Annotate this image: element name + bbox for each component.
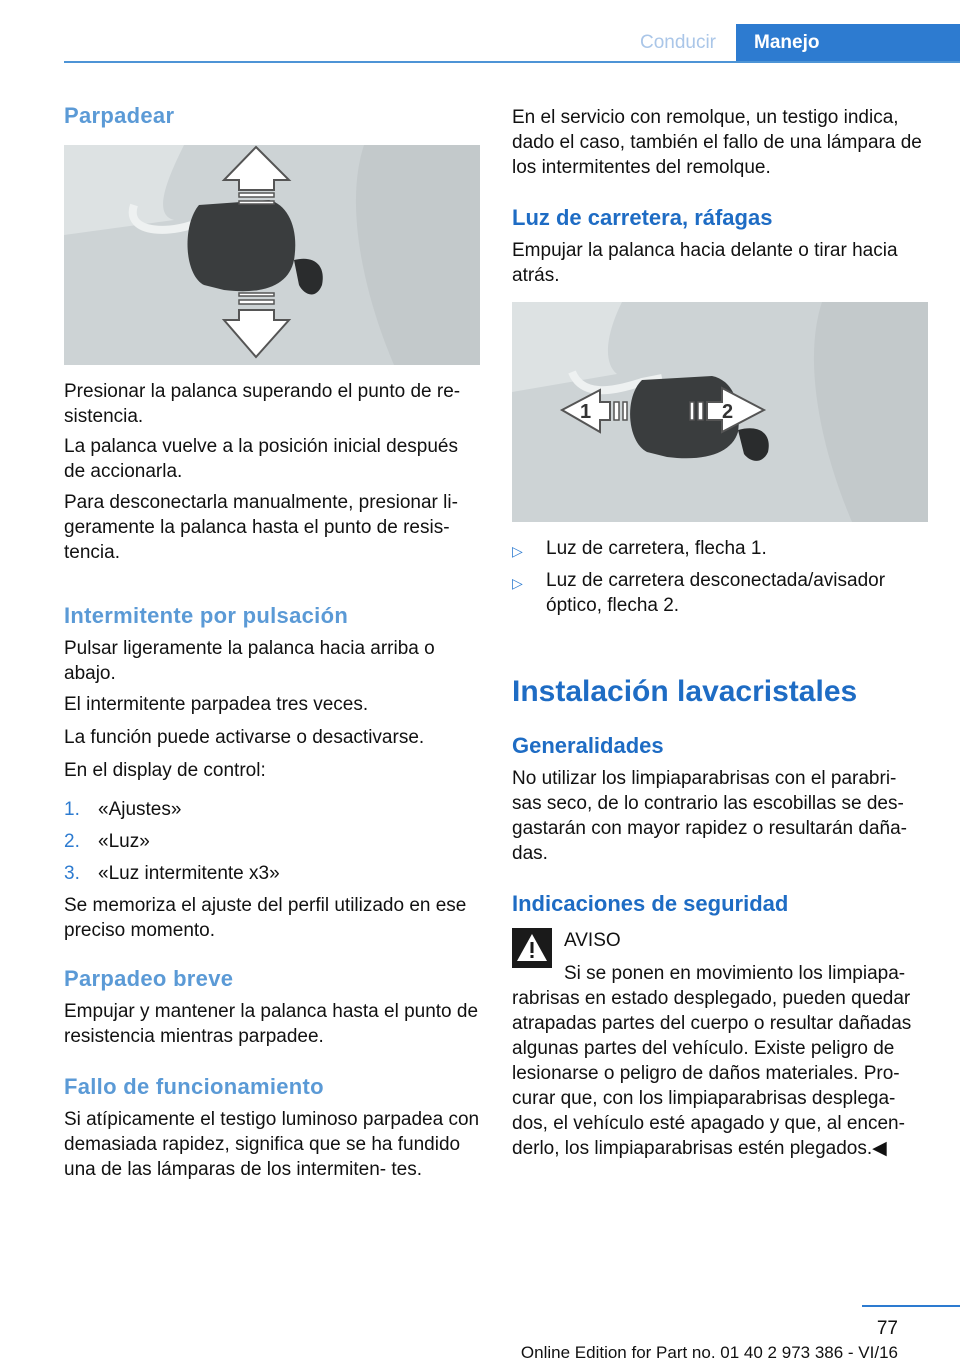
carretera-paragraph: Empujar la palanca hacia delante o tirar hacia atrás. bbox=[512, 240, 898, 286]
fallo-heading: Fallo de funcionamiento bbox=[64, 1074, 324, 1099]
bullet-text: Luz de carretera desconectada/avisador óptico, flecha 2. bbox=[546, 570, 886, 616]
warning-title: AVISO bbox=[564, 930, 621, 951]
lavacristales-heading: Instalación lavacristales bbox=[512, 675, 858, 708]
list-item bbox=[512, 536, 928, 568]
footer-rule bbox=[862, 1305, 960, 1307]
arrow-label-1: 1 bbox=[580, 401, 592, 423]
step-text: «Luz» bbox=[98, 831, 150, 852]
pulsacion-heading: Intermitente por pulsación bbox=[64, 603, 349, 628]
settings-steps-list bbox=[64, 797, 480, 893]
pulsacion-paragraph-5: Se memoriza el ajuste del perfil utilizado en ese preciso momento. bbox=[64, 895, 467, 941]
tab-conducir[interactable]: Conducir bbox=[639, 32, 717, 53]
page-number: 77 bbox=[876, 1318, 898, 1339]
lever-forward-back-illustration bbox=[512, 302, 928, 522]
list-item bbox=[512, 568, 928, 618]
list-item bbox=[64, 829, 480, 861]
tab-manejo[interactable]: Manejo bbox=[736, 24, 960, 61]
bullet-text: Luz de carretera, flecha 1. bbox=[546, 538, 767, 559]
list-item bbox=[64, 861, 480, 893]
breve-heading: Parpadeo breve bbox=[64, 966, 234, 991]
parpadear-heading: Parpadear bbox=[64, 103, 175, 128]
carretera-bullet-list bbox=[512, 536, 928, 618]
pulsacion-paragraph-2: El intermitente parpadea tres veces. bbox=[64, 694, 369, 715]
generalidades-paragraph: No utilizar los limpiaparabrisas con el parabri‐ sas seco, de lo contrario las escobillas se des‐ gastarán con mayor rapidez o resultarán daña‐ das. bbox=[512, 768, 908, 864]
step-number: 3. bbox=[64, 863, 80, 884]
bullet-triangle-icon: ▷ bbox=[512, 575, 523, 591]
step-number: 1. bbox=[64, 799, 80, 820]
generalidades-heading: Generalidades bbox=[512, 733, 664, 758]
footer-edition: Online Edition for Part no. 01 40 2 973 386 - VI/16 bbox=[520, 1343, 898, 1362]
warning-text: rabrisas en estado desplegado, pueden quedar atrapadas partes del cuerpo o resultar dañadas algunas partes del vehículo. Existe peligro de lesionarse o peligro de daños materiales. Pro‐ curar que, con los limpiaparabrisas desplega‐ dos, el vehículo esté apagado y que, al encen‐ derlo, los limpiaparabrisas estén plegados.◀ bbox=[512, 988, 912, 1159]
header-rule bbox=[64, 61, 960, 63]
fallo-paragraph: Si atípicamente el testigo luminoso parpadea con demasiada rapidez, significa que se ha fundido una de las lámparas de los intermiten‐ tes. bbox=[64, 1109, 480, 1180]
pulsacion-paragraph-4: En el display de control: bbox=[64, 760, 266, 781]
step-text: «Luz intermitente x3» bbox=[98, 863, 280, 884]
warning-triangle-icon bbox=[512, 928, 552, 968]
breve-paragraph: Empujar y mantener la palanca hasta el punto de resistencia mientras parpadee. bbox=[64, 1001, 479, 1047]
list-item bbox=[64, 797, 480, 829]
pulsacion-paragraph-3: La función puede activarse o desactivarse. bbox=[64, 727, 425, 748]
bullet-triangle-icon: ▷ bbox=[512, 543, 523, 559]
step-text: «Ajustes» bbox=[98, 799, 182, 820]
lever-forward-back-figure bbox=[512, 302, 928, 522]
arrow-label-2: 2 bbox=[722, 401, 734, 423]
remolque-paragraph: En el servicio con remolque, un testigo indica, dado el caso, también el fallo de una lámpara de los intermitentes del remolque. bbox=[512, 107, 922, 178]
parpadear-paragraph-2: La palanca vuelve a la posición inicial después de accionarla. bbox=[64, 436, 458, 482]
carretera-heading: Luz de carretera, ráfagas bbox=[512, 205, 773, 230]
parpadear-paragraph-3: Para desconectarla manualmente, presionar li‐ geramente la palanca hasta el punto de resis‐ tencia. bbox=[64, 492, 458, 563]
seguridad-heading: Indicaciones de seguridad bbox=[512, 891, 789, 916]
step-number: 2. bbox=[64, 831, 80, 852]
parpadear-paragraph-1: Presionar la palanca superando el punto de re‐ sistencia. bbox=[64, 381, 461, 427]
lever-updown-figure bbox=[64, 145, 480, 365]
lever-updown-illustration bbox=[64, 145, 480, 365]
warning-first-line: Si se ponen en movimiento los limpiapa‐ bbox=[564, 963, 906, 984]
pulsacion-paragraph-1: Pulsar ligeramente la palanca hacia arriba o abajo. bbox=[64, 638, 435, 684]
